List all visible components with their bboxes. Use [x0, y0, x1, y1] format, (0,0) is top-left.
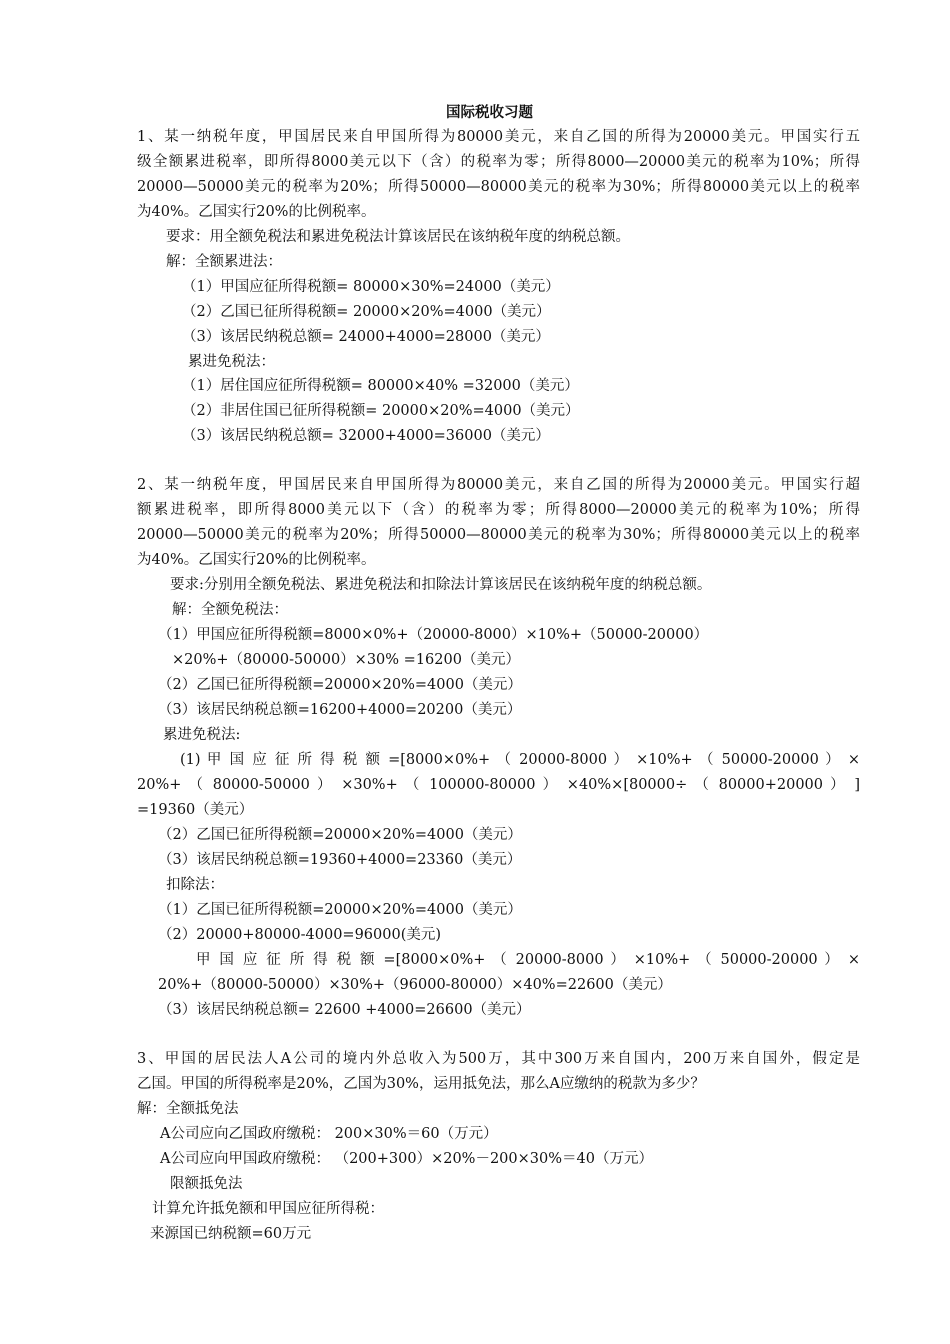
q3-line-2: 乙国。甲国的所得税率是20%，乙国为30%，运用抵免法，那么A应缴纳的税款为多少？ [137, 1076, 705, 1092]
q2-line-3: 20000—50000美元的税率为20%；所得50000—80000美元的税率为30%；所得80000美元以上的税率 [137, 527, 860, 543]
q1-requirement: 要求：用全额免税法和累进免税法计算该居民在该纳税年度的纳税总额。 [166, 229, 630, 245]
q2-full-step-1b: ×20%+（80000-50000）×30% =16200（美元） [172, 652, 520, 668]
q1-line-4: 为40%。乙国实行20%的比例税率。 [137, 204, 376, 220]
q2-deduction-label: 扣除法： [166, 877, 224, 893]
q2-prog-step-3: （3）该居民纳税总额=19360+4000=23360（美元） [158, 852, 522, 868]
q1-full-step-1: （1）甲国应征所得税额= 80000×30%=24000（美元） [182, 279, 560, 295]
q2-ded-step-3: （3）该居民纳税总额= 22600 +4000=26600（美元） [158, 1002, 531, 1018]
q2-ded-step-1: （1）乙国已征所得税额=20000×20%=4000（美元） [158, 902, 522, 918]
q1-full-step-3: （3）该居民纳税总额= 24000+4000=28000（美元） [182, 329, 550, 345]
q3-limit-label: 限额抵免法 [170, 1176, 243, 1192]
q2-prog-step-2: （2）乙国已征所得税额=20000×20%=4000（美元） [158, 827, 522, 843]
q3-line-1: 3、甲国的居民法人A公司的境内外总收入为500万，其中300万来自国内，200万来自国外，假定是 [137, 1051, 860, 1067]
q2-requirement: 要求:分别用全额免税法、累进免税法和扣除法计算该居民在该纳税年度的纳税总额。 [170, 577, 712, 593]
q2-prog-step-1b: 20%+ （ 80000-50000 ） ×30%+ （ 100000-80000 ） ×40%×[80000÷ （ 80000+20000 ） ] [137, 777, 860, 793]
q2-ded-step-2a: 甲 国 应 征 所 得 税 额 =[8000×0%+ （ 20000-8000 ） ×10%+ （ 50000-20000 ） × [196, 952, 860, 968]
q1-full-step-2: （2）乙国已征所得税额= 20000×20%=4000（美元） [182, 304, 551, 320]
q1-prog-label: 累进免税法： [188, 354, 275, 370]
q3-full-step-1: A公司应向乙国政府缴税： 200×30%＝60（万元） [160, 1126, 498, 1142]
q1-solution-label: 解：全额累进法： [166, 254, 282, 270]
q1-line-2: 级全额累进税率，即所得8000美元以下（含）的税率为零；所得8000—20000美元的税率为10%；所得 [137, 154, 860, 170]
q2-prog-step-1c: =19360（美元） [137, 802, 254, 818]
q2-line-2: 额累进税率，即所得8000美元以下（含）的税率为零；所得8000—20000美元的税率为10%；所得 [137, 502, 860, 518]
q2-full-step-1a: （1）甲国应征所得税额=8000×0%+（20000-8000）×10%+（50000-20000） [158, 627, 709, 643]
q1-line-1: 1、某一纳税年度，甲国居民来自甲国所得为80000美元，来自乙国的所得为20000美元。甲国实行五 [137, 129, 860, 145]
q2-full-step-2: （2）乙国已征所得税额=20000×20%=4000（美元） [158, 677, 522, 693]
q3-limit-step-2: 来源国已纳税额=60万元 [150, 1226, 312, 1242]
q1-prog-step-2: （2）非居住国已征所得税额= 20000×20%=4000（美元） [182, 403, 580, 419]
q3-solution-label: 解：全额抵免法 [137, 1101, 239, 1117]
q1-prog-step-1: （1）居住国应征所得税额= 80000×40% =32000（美元） [182, 378, 579, 394]
q2-solution-label: 解：全额免税法： [172, 602, 288, 618]
q1-line-3: 20000—50000美元的税率为20%；所得50000—80000美元的税率为30%；所得80000美元以上的税率 [137, 179, 860, 195]
q2-prog-step-1a: (1) 甲 国 应 征 所 得 税 额 =[8000×0%+ （ 20000-8000 ） ×10%+ （ 50000-20000 ） × [180, 752, 860, 768]
q1-prog-step-3: （3）该居民纳税总额= 32000+4000=36000（美元） [182, 428, 550, 444]
q2-prog-label: 累进免税法: [163, 727, 241, 743]
q2-ded-step-2: （2）20000+80000-4000=96000(美元) [158, 927, 442, 943]
q3-limit-step-1: 计算允许抵免额和甲国应征所得税： [152, 1201, 384, 1217]
page-title: 国际税收习题 [446, 105, 533, 121]
q2-line-4: 为40%。乙国实行20%的比例税率。 [137, 552, 376, 568]
q2-ded-step-2b: 20%+（80000-50000）×30%+（96000-80000）×40%=22600（美元） [158, 977, 672, 993]
q2-full-step-3: （3）该居民纳税总额=16200+4000=20200（美元） [158, 702, 522, 718]
q2-line-1: 2、某一纳税年度，甲国居民来自甲国所得为80000美元，来自乙国的所得为20000美元。甲国实行超 [137, 477, 860, 493]
q3-full-step-2: A公司应向甲国政府缴税： （200+300）×20%－200×30%＝40（万元） [160, 1151, 653, 1167]
